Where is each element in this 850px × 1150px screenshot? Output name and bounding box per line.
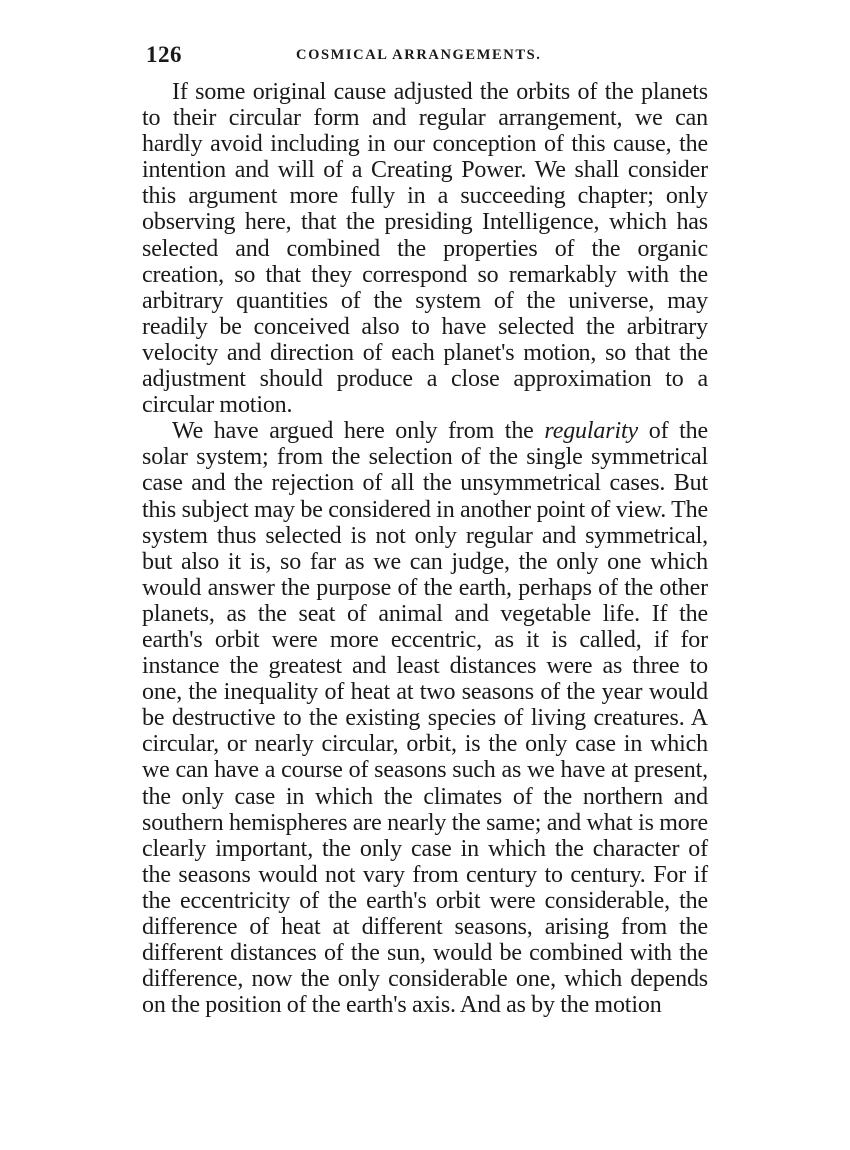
page-number: 126 — [146, 42, 182, 67]
paragraph-1: If some original cause adjusted the orbits of the planets to their circular form and regular arrangement, we can hardly avoid including in our conception of this cause, the intention and will of a Creating Power. We shall consider this argument more fully in a succeeding chapter; only observing here, that the presiding Intelligence, which has selected and combined the properties of the organic creation, so that they correspond so remarkably with the arbitrary quantities of the system of the universe, may readily be conceived also to have selected the arbitrary velocity and direction of each planet's motion, so that the adjustment should produce a close approximation to a circular motion. — [142, 79, 708, 419]
running-head — [146, 42, 706, 72]
body-text — [142, 79, 708, 1018]
running-title: COSMICAL ARRANGEMENTS. — [296, 47, 542, 63]
paragraph-2-italic-word: regularity — [544, 418, 639, 445]
paragraph-2-rest: of the solar system; from the selection of the single symmetrical case and the rejection of all the unsymmetrical cases. But this subject may be considered in another point of view. The system thus selected is not only regular and symmetrical, but also it is, so far as we can judge, the only one which would answer the purpose of the earth, perhaps of the other planets, as the seat of animal and vegetable life. If the earth's orbit were more eccentric, as it is called, if for instance the greatest and least distances were as three to one, the inequality of heat at two seasons of the year would be destructive to the existing species of living creatures. A circular, or nearly circular, orbit, is the only case in which we can have a course of seasons such as we have at present, the only case in which the climates of the northern and southern hemispheres are nearly the same; and what is more clearly important, the only case in which the character of the seasons would not vary from century to century. For if the eccentricity of the earth's orbit were considerable, the difference of heat at different seasons, arising from the different distances of the sun, would be combined with the difference, now the only considerable one, which depends on the position of the earth's axis. And as by the motion — [142, 418, 709, 1019]
paragraph-2-lead: We have argued here only from the — [172, 418, 534, 445]
paragraph-2 — [142, 418, 708, 1018]
